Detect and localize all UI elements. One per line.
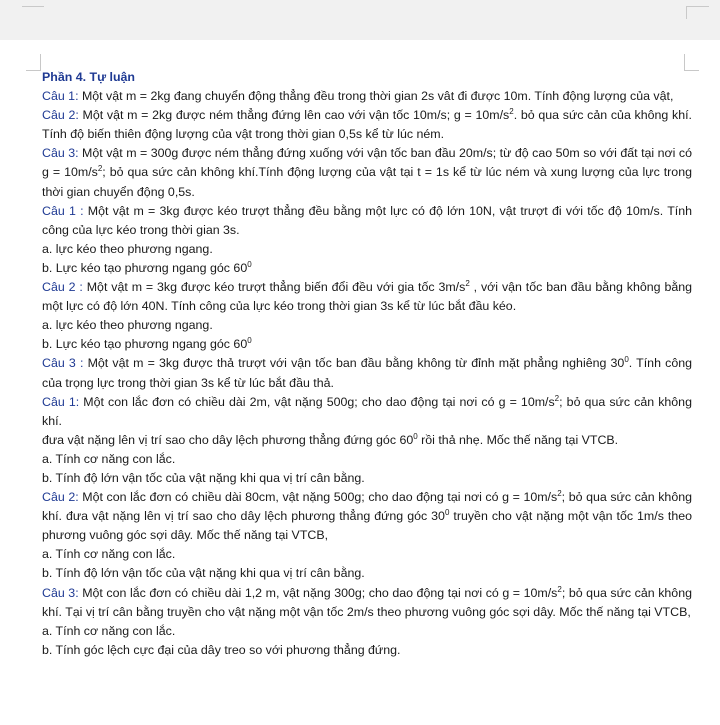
sub-question-b	[42, 335, 692, 354]
question-text: Một vật m = 2kg đang chuyển động thẳng đều trong thời gian 2s vât đi được 10m. Tính động lượng của vật,	[78, 89, 674, 104]
question-text: b. Lực kéo tạo phương ngang góc 60	[42, 337, 248, 352]
sub-question-a: a. lực kéo theo phương ngang.	[42, 241, 213, 256]
question-label: Câu 1 :	[42, 203, 84, 218]
question-label: Câu 2:	[42, 108, 79, 123]
sub-question-b: b. Tính độ lớn vận tốc của vật nặng khi qua vị trí cân bằng.	[42, 470, 365, 485]
sub-question-b	[42, 259, 692, 278]
section-title: Phần 4. Tự luận	[42, 70, 135, 84]
question-text: ; bỏ qua sức cản không khí.Tính động lượng của vật tại t = 1s kể từ lúc ném và xung lượng của lực trong thời gian chuyển động 0,5s.	[42, 165, 692, 199]
sub-question-a: a. Tính cơ năng con lắc.	[42, 451, 176, 466]
sub-question-a: a. Tính cơ năng con lắc.	[42, 547, 176, 562]
question-text: Một vật m = 2kg được ném thẳng đứng lên cao với vận tốc 10m/s; g = 10m/s	[78, 108, 510, 123]
question-pendulum-2	[42, 488, 692, 545]
superscript: 0	[247, 259, 252, 269]
question-label: Câu 3 :	[42, 356, 84, 371]
question-text: đưa vật nặng lên vị trí sao cho dây lệch phương thẳng đứng góc 60	[42, 432, 414, 447]
question-text: ; bỏ qua sức cản không khí. Tại vị trí cân bằng truyền cho vật nặng một vận tốc 2m/s theo phương vuông góc sợi dây. Mốc thế năng tại VTCB,	[42, 585, 692, 619]
sub-question-a: a. Tính cơ năng con lắc.	[42, 623, 176, 638]
question-momentum-1	[42, 87, 692, 106]
superscript: 2	[557, 489, 562, 499]
question-text: Một con lắc đơn có chiều dài 80cm, vật nặng 500g; cho dao động tại nơi có g = 10m/s	[78, 490, 558, 505]
question-text: . Tính công của trọng lực trong thời gian 3s kể từ lúc bắt đầu thả.	[42, 356, 693, 390]
superscript: 2	[554, 393, 560, 403]
question-text: Một vật m = 3kg được thả trượt với vận tốc ban đầu bằng không từ đỉnh mặt phẳng nghiêng 30	[83, 356, 625, 371]
sub-question-b: b. Tính góc lệch cực đại của dây treo so với phương thẳng đứng.	[42, 642, 401, 657]
page-corner-mark-left	[26, 54, 41, 71]
superscript: 0	[247, 336, 252, 346]
superscript: 0	[413, 431, 418, 441]
question-text: . bỏ qua sức cản của không khí. Tính độ biến thiên động lượng của vật trong thời gian 0,5s kể từ lúc ném.	[42, 108, 693, 142]
question-label: Câu 3:	[42, 146, 79, 161]
question-work-1	[42, 202, 692, 240]
question-text: Một vật m = 300g được ném thẳng đứng xuống với vận tốc ban đầu 20m/s; từ độ cao 50m so với đất tại nơi có g = 10m/s	[42, 146, 692, 180]
superscript: 2	[557, 584, 562, 594]
superscript: 0	[444, 508, 450, 518]
question-work-2	[42, 278, 692, 316]
question-label: Câu 2 :	[42, 280, 83, 295]
superscript: 2	[97, 164, 103, 174]
question-label: Câu 2:	[42, 490, 79, 505]
superscript: 2	[509, 107, 514, 117]
superscript: 2	[465, 279, 470, 289]
question-text: truyền cho vật nặng một vận tốc 1m/s theo phương vuông góc sợi dây. Mốc thế năng tại VTCB,	[42, 509, 692, 543]
question-text: ; bỏ qua sức cản không khí. đưa vật nặng lên vị trí sao cho dây lệch phương thẳng đứng góc 30	[42, 490, 692, 524]
question-text: Một con lắc đơn có chiều dài 1,2 m, vật nặng 300g; cho dao động tại nơi có g = 10m/s	[78, 585, 558, 600]
question-text: rồi thả nhẹ. Mốc thế năng tại VTCB.	[417, 432, 619, 447]
question-work-3	[42, 354, 692, 392]
question-pendulum-1-cont	[42, 431, 692, 450]
superscript: 0	[624, 355, 629, 365]
sub-question-a: a. lực kéo theo phương ngang.	[42, 318, 213, 333]
toolbar-corner-right	[686, 6, 709, 19]
question-momentum-3	[42, 144, 692, 201]
question-text: Một con lắc đơn có chiều dài 2m, vật nặng 500g; cho dao động tại nơi có g = 10m/s	[79, 394, 555, 409]
document-content	[42, 68, 692, 660]
question-text: b. Lực kéo tạo phương ngang góc 60	[42, 260, 248, 275]
question-label: Câu 1:	[42, 89, 79, 104]
question-text: Một vật m = 3kg được kéo trượt thẳng biến đổi đều với gia tốc 3m/s	[82, 280, 466, 295]
viewer-toolbar	[0, 0, 720, 40]
question-pendulum-3	[42, 584, 692, 622]
question-label: Câu 3:	[42, 585, 79, 600]
question-label: Câu 1:	[42, 394, 80, 409]
question-pendulum-1	[42, 393, 692, 431]
question-text: , với vận tốc ban đầu bằng không bằng một lực có độ lớn 40N. Tính công của lực kéo trong thời gian 3s kể từ lúc bắt đầu kéo.	[42, 280, 693, 314]
question-text: ; bỏ qua sức cản không khí.	[42, 394, 692, 428]
toolbar-corner-left	[22, 6, 44, 17]
question-text: Một vật m = 3kg được kéo trượt thẳng đều bằng một lực có độ lớn 10N, vật trượt đi với tốc độ 10m/s. Tính công của lực kéo trong thời gian 3s.	[42, 203, 692, 237]
sub-question-b: b. Tính độ lớn vận tốc của vật nặng khi qua vị trí cân bằng.	[42, 566, 365, 581]
question-momentum-2	[42, 106, 692, 144]
document-page	[0, 40, 720, 725]
